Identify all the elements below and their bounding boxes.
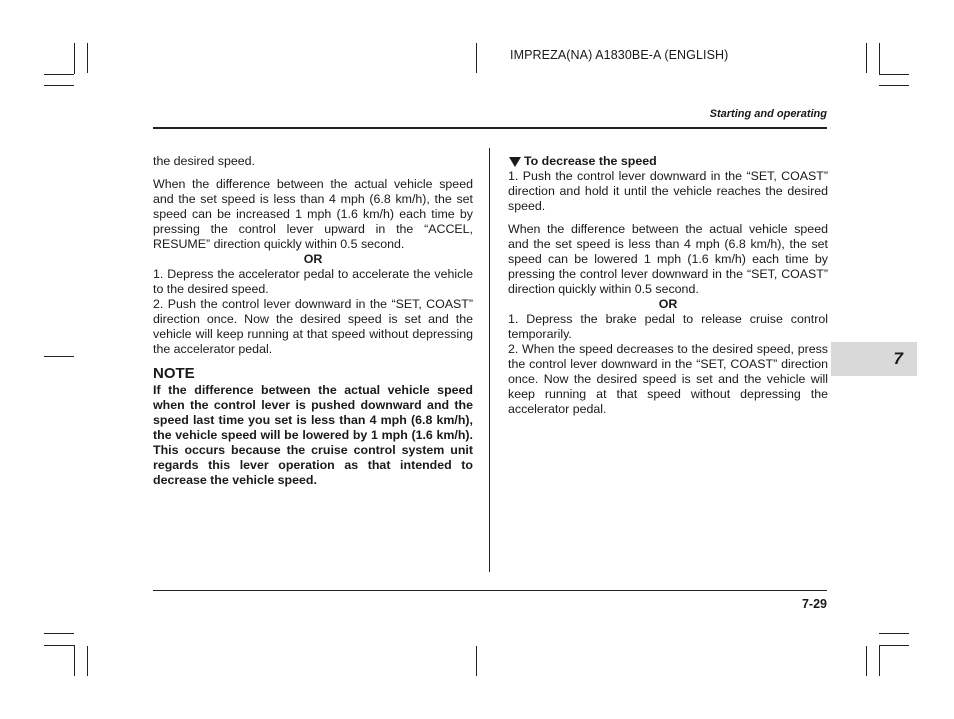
header-rule [153, 127, 827, 129]
step-item: 1. Depress the accelerator pedal to accelerate the vehicle to the desired speed. [153, 267, 473, 296]
crop-mark [44, 645, 74, 646]
crop-mark [879, 43, 880, 74]
footer-rule [153, 590, 827, 591]
crop-mark [44, 633, 74, 634]
subheading-text: To decrease the speed [524, 154, 657, 168]
step-item: 2. Push the control lever downward in the “SET, COAST” direction once. Now the desired speed is set and the vehicle will keep running at that speed without depressing the accelerator pedal. [153, 297, 473, 356]
crop-mark [866, 646, 867, 676]
note-body: If the difference between the actual vehicle speed when the control lever is pushed downward and the speed last time you set is less than 4 mph (6.8 km/h), the vehicle speed will be lowered by 1 mph (1.6 km/h). This occurs because the cruise control system unit regards this lever operation as that intended to decrease the vehicle speed. [153, 383, 473, 487]
chapter-number: 7 [893, 349, 903, 368]
right-column [508, 154, 828, 417]
paragraph: the desired speed. [153, 154, 255, 168]
step-item: 1. Depress the brake pedal to release cruise control temporarily. [508, 312, 828, 341]
section-title: Starting and operating [709, 108, 827, 120]
page-number: 7-29 [801, 597, 827, 611]
crop-mark [879, 645, 909, 646]
chapter-tab [831, 342, 917, 376]
left-column [153, 154, 473, 488]
crop-mark [879, 633, 909, 634]
step-item: 2. When the speed decreases to the desired speed, press the control lever downward in the “SET, COAST” direction once. Now the desired speed is set and the vehicle will keep running at that speed without depressing the accelerator pedal. [508, 342, 828, 416]
crop-mark [74, 645, 75, 676]
crop-mark [476, 43, 477, 73]
crop-mark [879, 74, 909, 75]
crop-mark [44, 356, 74, 357]
crop-mark [866, 43, 867, 73]
or-label: OR [658, 297, 678, 311]
crop-mark [44, 74, 74, 75]
paragraph: When the difference between the actual vehicle speed and the set speed is less than 4 mph (6.8 km/h), the set speed can be increased 1 mph (1.6 km/h) each time by pressing the control lever upward in the “ACCEL, RESUME” direction quickly within 0.5 second. [153, 177, 473, 251]
down-triangle-icon [509, 157, 521, 167]
crop-mark [74, 43, 75, 74]
crop-mark [879, 645, 880, 676]
or-label: OR [303, 252, 323, 266]
crop-mark [476, 646, 477, 676]
note-heading: NOTE [153, 365, 195, 382]
crop-mark [87, 43, 88, 73]
paragraph: When the difference between the actual vehicle speed and the set speed is less than 4 mph (6.8 km/h), the set speed can be lowered 1 mph (1.6 km/h) each time by pressing the control lever downward in the “SET, COAST” direction quickly within 0.5 second. [508, 222, 828, 296]
crop-mark [87, 646, 88, 676]
crop-mark [879, 85, 909, 86]
step-item: 1. Push the control lever downward in the “SET, COAST” direction and hold it until the vehicle reaches the desired speed. [508, 169, 828, 213]
document-code: IMPREZA(NA) A1830BE-A (ENGLISH) [510, 48, 729, 62]
column-divider [489, 148, 490, 572]
crop-mark [44, 85, 74, 86]
subheading [508, 154, 828, 169]
